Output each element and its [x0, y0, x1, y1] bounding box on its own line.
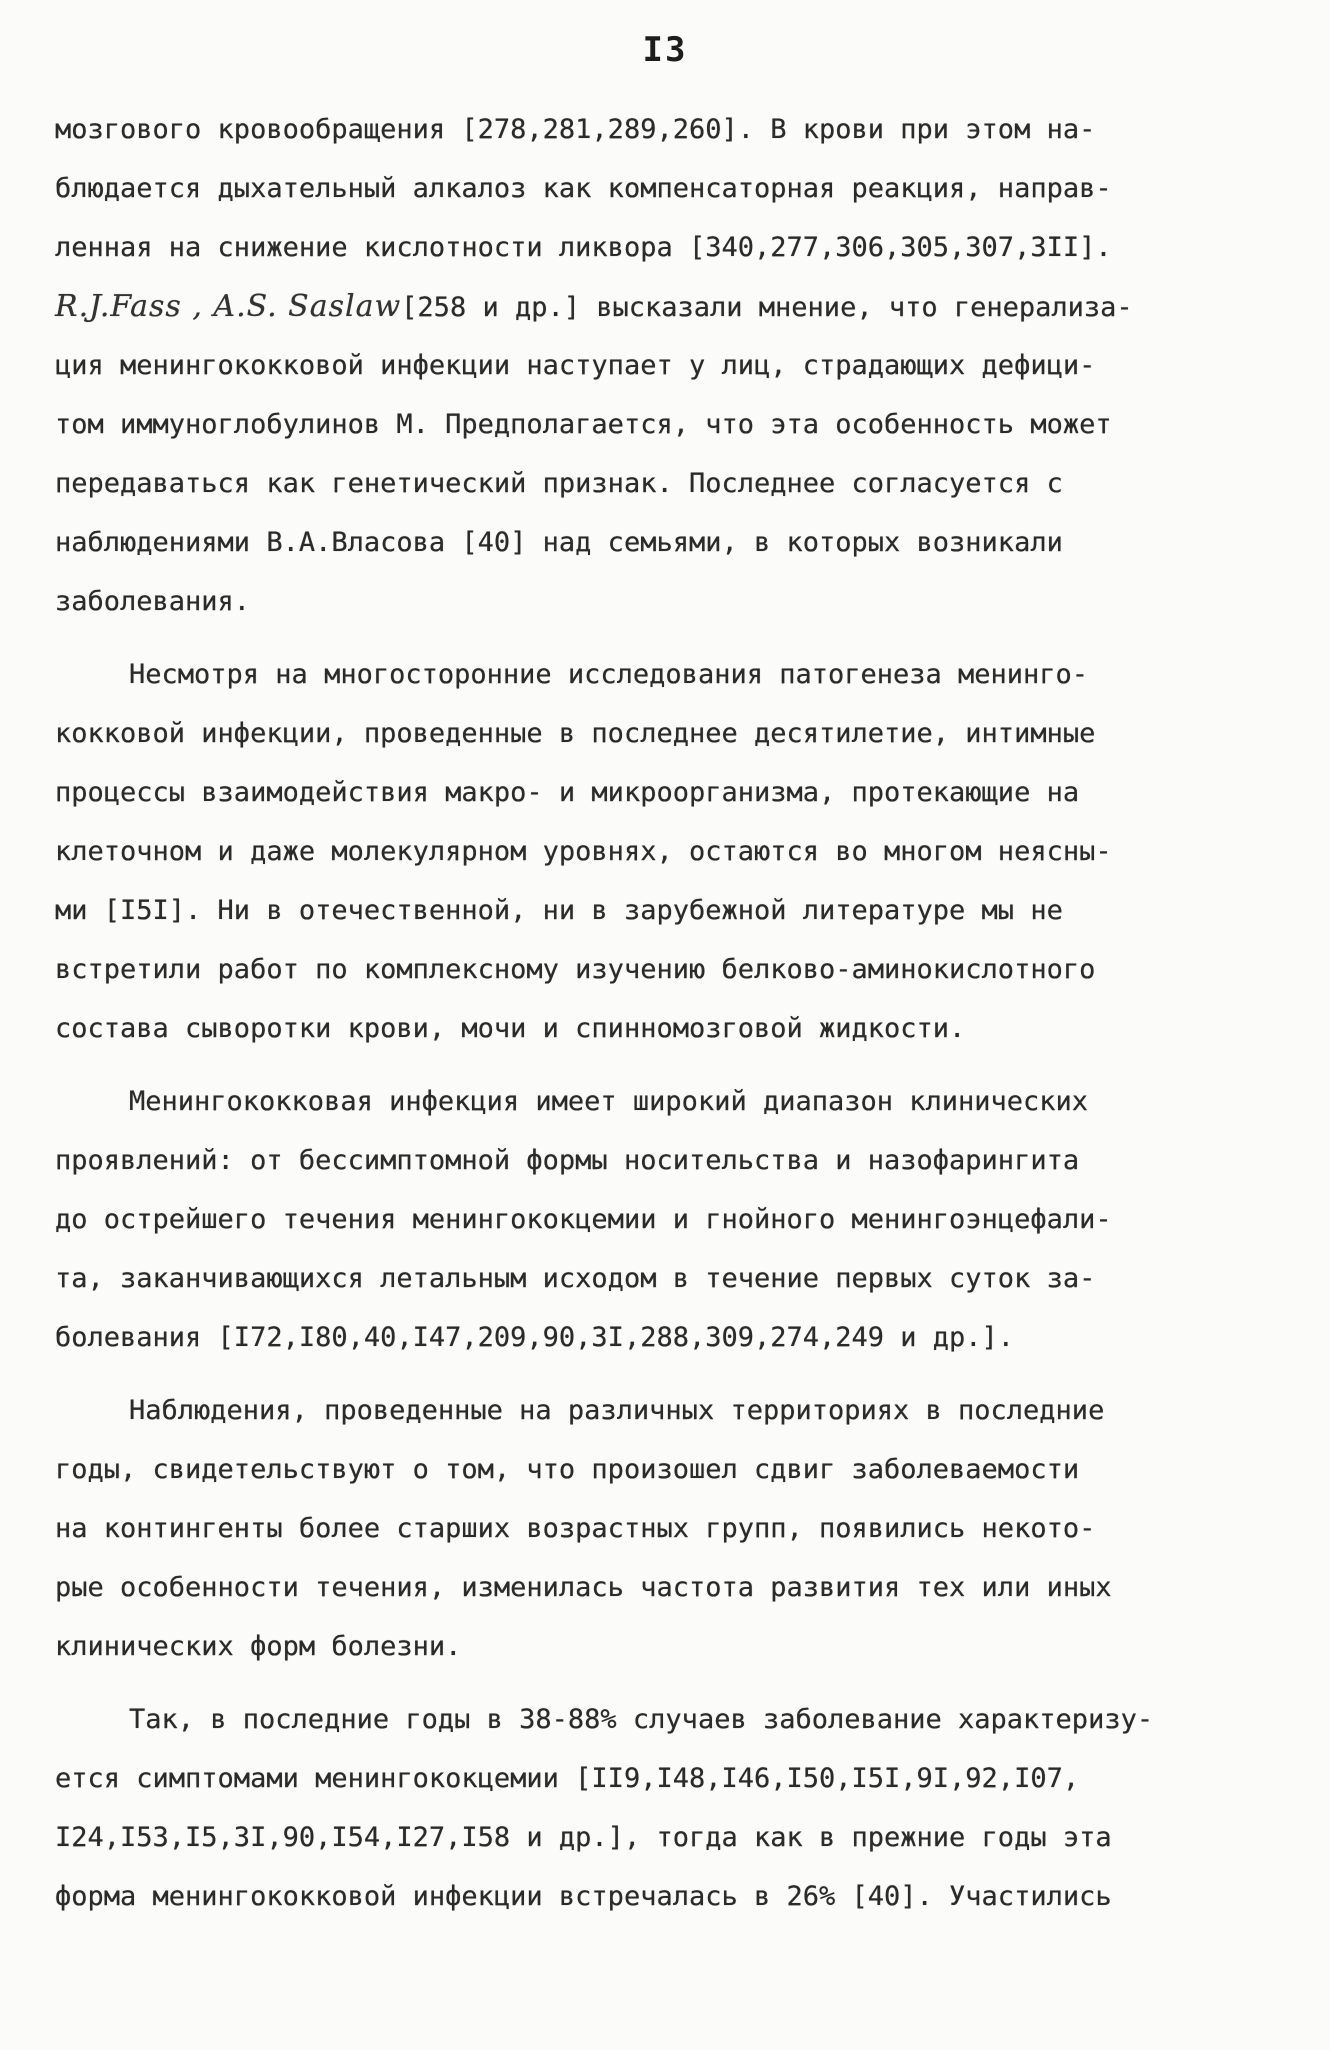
- text-line: наблюдениями В.А.Власова [40] над семьями, в которых возникали: [55, 527, 1063, 558]
- text-line: Несмотря на многосторонние исследования патогенеза менинго-: [129, 659, 1089, 690]
- text-line: состава сыворотки крови, мочи и спинномозговой жидкости.: [55, 1013, 966, 1044]
- text-line: проявлений: от бессимптомной формы носительства и назофарингита: [55, 1145, 1080, 1176]
- text-line: процессы взаимодействия макро- и микроорганизма, протекающие на: [55, 777, 1080, 808]
- text-line: Менингококковая инфекция имеет широкий диапазон клинических: [129, 1086, 1089, 1117]
- text-line: встретили работ по комплексному изучению белково-аминокислотного: [55, 954, 1096, 985]
- paragraph: [55, 1690, 1285, 1926]
- text-line: болевания [I72,I80,40,I47,209,90,3I,288,309,274,249 и др.].: [55, 1322, 1015, 1353]
- text-line: кокковой инфекции, проведенные в последнее десятилетие, интимные: [55, 718, 1096, 749]
- text-line: заболевания.: [55, 586, 251, 617]
- text-line: форма менингококковой инфекции встречалась в 26% [40]. Участились: [55, 1881, 1112, 1912]
- text-line: Так, в последние годы в 38-88% случаев заболевание характеризу-: [129, 1704, 1154, 1735]
- text-line: клинических форм болезни.: [55, 1631, 462, 1662]
- paragraph: [55, 100, 1285, 631]
- paragraph: [55, 645, 1285, 1058]
- body-text: [55, 100, 1285, 1926]
- text-line: ленная на снижение кислотности ликвора [340,277,306,305,307,3II].: [55, 232, 1112, 263]
- page-number: I3: [642, 30, 688, 70]
- paragraph: [55, 1381, 1285, 1676]
- text-line: [55, 277, 1285, 336]
- handwritten-author-names: R.J.Fass , A.S. Saslaw: [55, 289, 402, 324]
- text-line: та, заканчивающихся летальным исходом в течение первых суток за-: [55, 1263, 1096, 1294]
- text-line: I24,I53,I5,3I,90,I54,I27,I58 и др.], тогда как в прежние годы эта: [55, 1822, 1112, 1853]
- text-line: на контингенты более старших возрастных групп, появились некото-: [55, 1513, 1096, 1544]
- text-line-rest: [258 и др.] высказали мнение, что генерализа-: [401, 292, 1133, 323]
- text-line: передаваться как генетический признак. Последнее согласуется с: [55, 468, 1063, 499]
- text-line: мозгового кровообращения [278,281,289,260]. В крови при этом на-: [55, 114, 1096, 145]
- text-line: до острейшего течения менингококцемии и гнойного менингоэнцефали-: [55, 1204, 1112, 1235]
- text-line: блюдается дыхательный алкалоз как компенсаторная реакция, направ-: [55, 173, 1112, 204]
- text-line: ция менингококковой инфекции наступает у лиц, страдающих дефици-: [55, 350, 1096, 381]
- text-line: годы, свидетельствуют о том, что произошел сдвиг заболеваемости: [55, 1454, 1080, 1485]
- text-line: клеточном и даже молекулярном уровнях, остаются во многом неясны-: [55, 836, 1112, 867]
- text-line: ется симптомами менингококцемии [II9,I48,I46,I50,I5I,9I,92,I07,: [55, 1763, 1080, 1794]
- text-line: рые особенности течения, изменилась частота развития тех или иных: [55, 1572, 1112, 1603]
- text-line: Наблюдения, проведенные на различных территориях в последние: [129, 1395, 1105, 1426]
- paragraph: [55, 1072, 1285, 1367]
- text-line: ми [I5I]. Ни в отечественной, ни в зарубежной литературе мы не: [55, 895, 1063, 926]
- text-line: том иммуноглобулинов М. Предполагается, что эта особенность может: [55, 409, 1112, 440]
